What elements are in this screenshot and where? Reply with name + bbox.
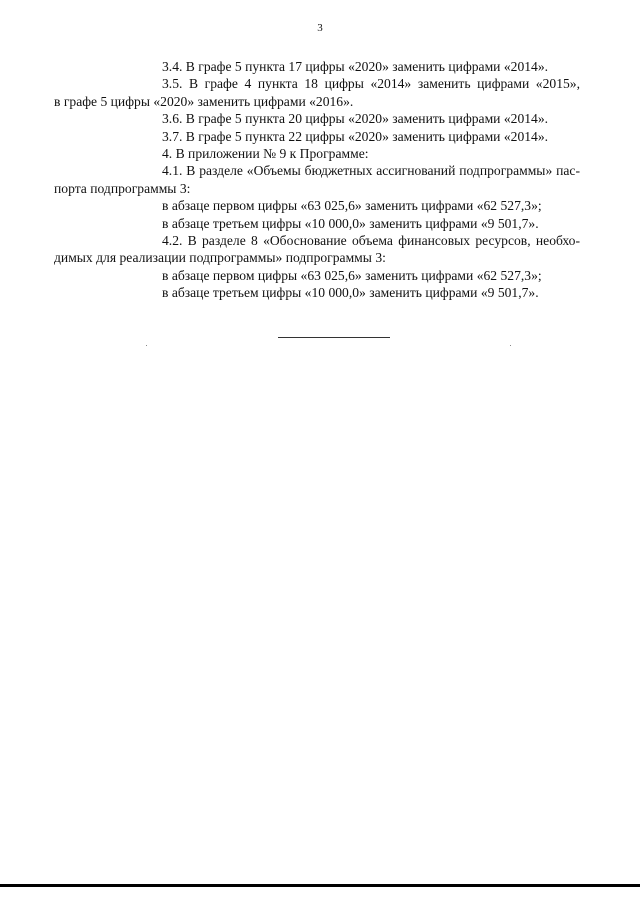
paragraph-4-1 bbox=[54, 162, 580, 197]
paragraph-4 bbox=[90, 145, 580, 162]
paragraph-4-2-first bbox=[90, 267, 580, 284]
paragraph-4-2-third bbox=[90, 284, 580, 301]
paragraph-line: порта подпрограммы 3: bbox=[54, 180, 191, 196]
scan-speck bbox=[510, 345, 511, 346]
scan-speck bbox=[146, 345, 147, 346]
scan-bottom-edge bbox=[0, 884, 640, 887]
paragraph-line: 4. В приложении № 9 к Программе: bbox=[162, 146, 369, 162]
paragraph-line: 3.7. В графе 5 пункта 22 цифры «2020» заменить цифрами «2014». bbox=[162, 128, 549, 144]
paragraph-line: в абзаце третьем цифры «10 000,0» заменить цифрами «9 501,7». bbox=[162, 285, 539, 301]
paragraph-line: 4.1. В разделе «Объемы бюджетных ассигнований подпрограммы» пас- bbox=[162, 163, 580, 179]
paragraph-line: в абзаце первом цифры «63 025,6» заменить цифрами «62 527,3»; bbox=[162, 198, 542, 214]
paragraph-4-1-first bbox=[90, 197, 580, 214]
end-divider-line bbox=[278, 337, 390, 338]
paragraph-3-7 bbox=[90, 128, 580, 145]
paragraph-line: 3.6. В графе 5 пункта 20 цифры «2020» заменить цифрами «2014». bbox=[162, 111, 549, 127]
paragraph-line: в абзаце первом цифры «63 025,6» заменить цифрами «62 527,3»; bbox=[162, 267, 542, 283]
page-number: 3 bbox=[317, 22, 323, 34]
paragraph-line: 3.4. В графе 5 пункта 17 цифры «2020» заменить цифрами «2014». bbox=[162, 59, 549, 74]
paragraph-line: в абзаце третьем цифры «10 000,0» заменить цифрами «9 501,7». bbox=[162, 215, 539, 231]
paragraph-line: 4.2. В разделе 8 «Обоснование объема финансовых ресурсов, необхо- bbox=[162, 233, 580, 249]
paragraph-4-2 bbox=[54, 232, 580, 267]
document-body bbox=[54, 58, 580, 302]
paragraph-3-5 bbox=[54, 75, 580, 110]
paragraph-line: 3.5. В графе 4 пункта 18 цифры «2014» заменить цифрами «2015», bbox=[162, 76, 580, 92]
paragraph-3-4 bbox=[90, 58, 580, 75]
paragraph-line: димых для реализации подпрограммы» подпрограммы 3: bbox=[54, 250, 386, 266]
paragraph-line: в графе 5 цифры «2020» заменить цифрами «2016». bbox=[54, 93, 354, 109]
paragraph-3-6 bbox=[90, 110, 580, 127]
paragraph-4-1-third bbox=[90, 215, 580, 232]
